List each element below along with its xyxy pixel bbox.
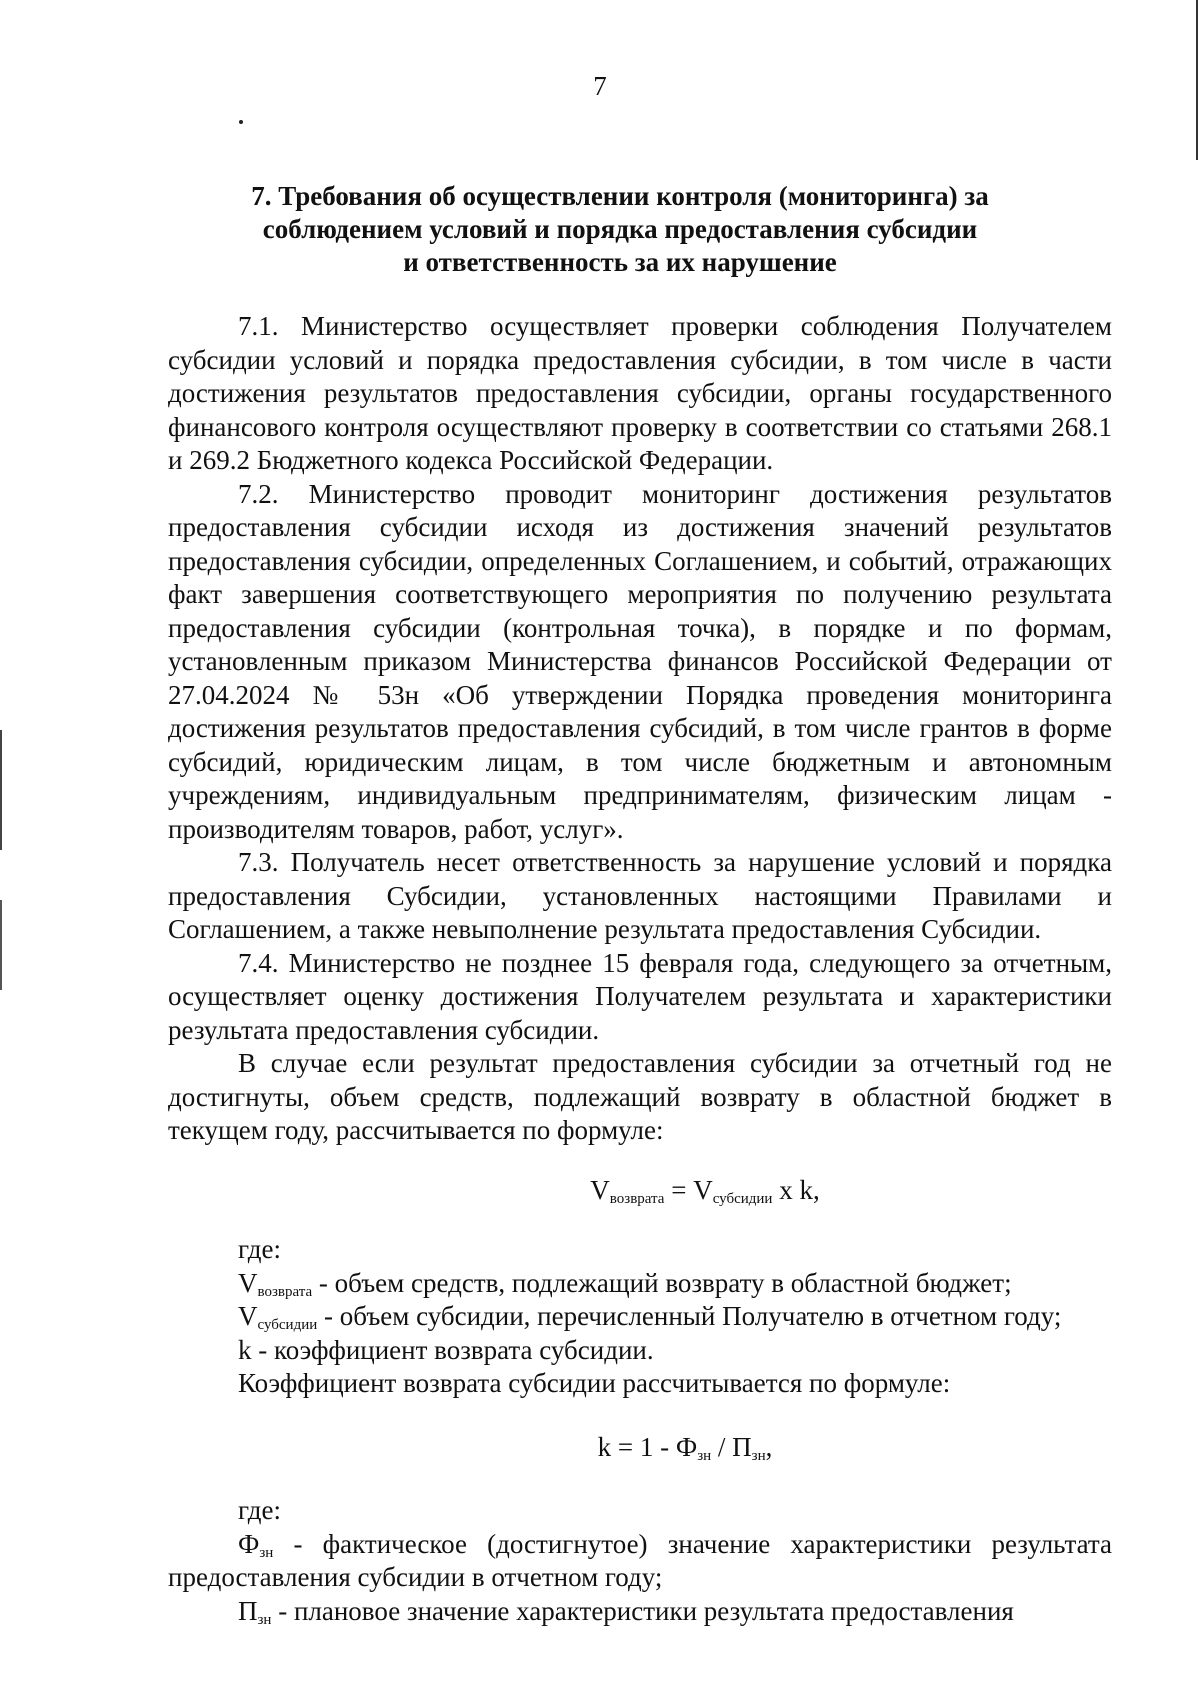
definition-p-zn: $П_{зн}$ - плановое значение характеристики результата предоставления: [238, 1595, 1014, 1628]
formula-return-volume: $V_{возврата} = V_{субсидии}$ x k,: [590, 1174, 820, 1207]
scan-edge: [0, 900, 2, 990]
definition-v-subsidy: $V_{субсидии}$ - объем субсидии, перечисленный Получателю в отчетном году;: [238, 1301, 1062, 1333]
paragraph-case: В случае если результат предоставления субсидии за отчетный год не достигнуты, объем средств, подлежащий возврату в областной бюджет в текущем году, рассчитывается по формуле:: [168, 1048, 1112, 1145]
scan-edge: [0, 730, 2, 850]
definition-v-return: $V_{возврата}$ - объем средств, подлежащий возврату в областной бюджет;: [238, 1267, 1012, 1300]
definition-f-zn: $Ф_{зн}$ - фактическое (достигнутое) значение характеристики результата предоставления субсидии в отчетном году;: [168, 1528, 1112, 1592]
definition-k: k - коэффициент возврата субсидии.: [238, 1334, 654, 1365]
section-heading: [200, 180, 1040, 279]
body-text: [168, 310, 1112, 1628]
heading-line: соблюдением условий и порядка предоставления субсидии: [262, 214, 978, 244]
page-number: 7: [593, 71, 607, 101]
paragraph-7-3: 7.3. Получатель несет ответственность за нарушение условий и порядка предоставления Субсидии, установленных настоящими Правилами и Соглашением, а также невыполнение результата предоставления Субсидии.: [168, 847, 1112, 944]
paragraph-7-2: 7.2. Министерство проводит мониторинг достижения результатов предоставления субсидии исходя из достижения значений результатов предоставления субсидии, определенных Соглашением, и событий, отражающих факт завершения соответствующего мероприятия по получению результата предоставления субсидии (контрольная точка), в порядке и по формам, установленным приказом Министерства финансов Российской Федерации от 27.04.2024 № 53н «Об утверждении Порядка проведения мониторинга достижения результатов предоставления субсидий, в том числе грантов в форме субсидий, юридическим лицам, в том числе бюджетным и автономным учреждениям, индивидуальным предпринимателям, физическим лицам - производителям товаров, работ, услуг».: [168, 478, 1112, 844]
where-label: где:: [238, 1234, 281, 1264]
coefficient-intro: Коэффициент возврата субсидии рассчитывается по формуле:: [238, 1368, 951, 1398]
formula-coefficient: $k = 1 - Ф_{зн} / П_{зн}$,: [597, 1431, 773, 1464]
heading-line: и ответственность за их нарушение: [403, 247, 837, 277]
paragraph-7-1: 7.1. Министерство осуществляет проверки соблюдения Получателем субсидии условий и порядка предоставления субсидии, в том числе в части достижения результатов предоставления субсидии, органы государственного финансового контроля осуществляют проверку в соответствии со статьями 268.1 и 269.2 Бюджетного кодекса Российской Федерации.: [168, 311, 1112, 475]
scan-dot: [239, 120, 243, 124]
heading-line: 7. Требования об осуществлении контроля (мониторинга) за: [251, 181, 989, 211]
paragraph-7-4: 7.4. Министерство не позднее 15 февраля года, следующего за отчетным, осуществляет оценку достижения Получателем результата и характеристики результата предоставления субсидии.: [168, 947, 1112, 1045]
where-label: где:: [238, 1495, 281, 1525]
